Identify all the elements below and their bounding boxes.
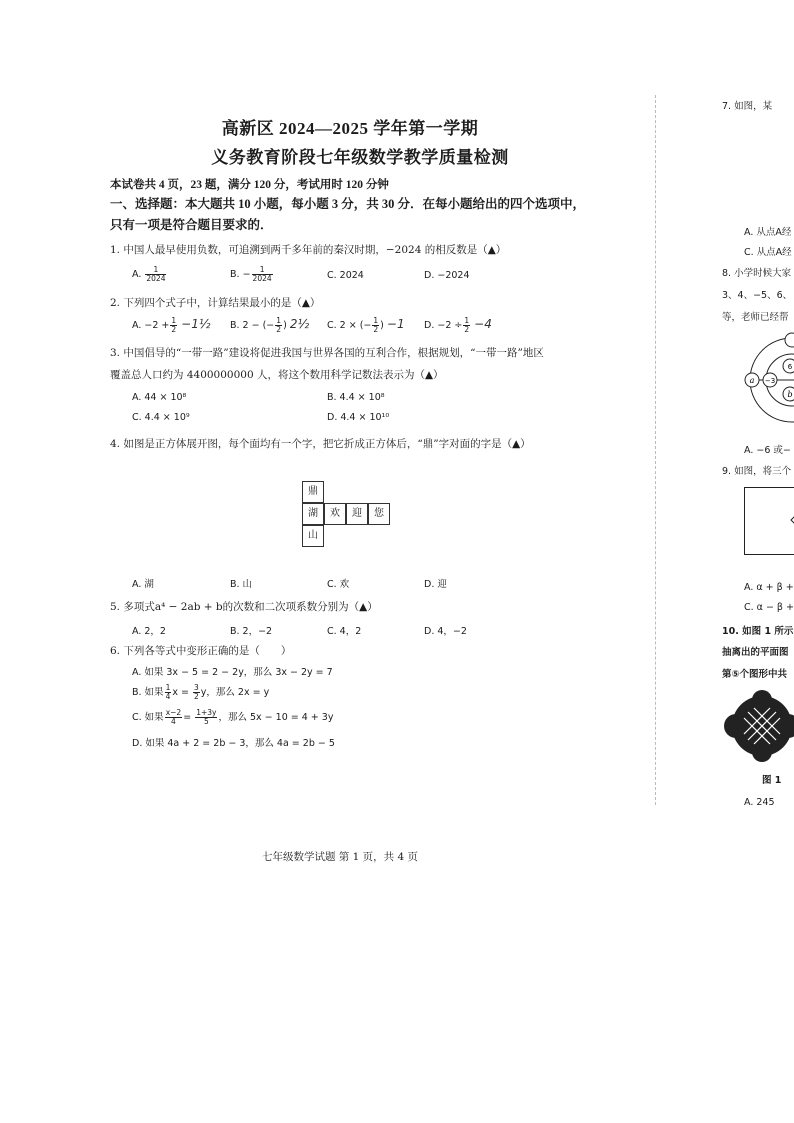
q6-option-d: D. 如果 4a + 2 = 2b − 3，那么 4a = 2b − 5: [132, 738, 335, 749]
q7-option-a-fragment: A. 从点A经: [744, 227, 792, 238]
node-label: b: [787, 390, 793, 399]
q2-option-d: D. −2 ÷ $\frac{1}{2}$ −4: [424, 316, 492, 334]
net-cell: 湖: [302, 503, 324, 525]
handwritten-note: −1½: [181, 317, 211, 331]
node-label: −3: [764, 377, 776, 385]
q3-stem-line2: 覆盖总人口约为 4400000000 人，将这个数用科学记数法表示为（▲）: [110, 369, 444, 381]
page-footer: 七年级数学试题 第 1 页，共 4 页: [261, 851, 419, 863]
q3-stem: 3. 中国倡导的“一带一路”建设将促进我国与世界各国的互利合作，根据规划，“一带一路”地区: [110, 347, 544, 359]
q5-option-c: C. 4，2: [327, 626, 362, 637]
q5-option-a: A. 2，2: [132, 626, 166, 637]
chinese-knot-figure: [722, 688, 794, 766]
q1-option-a: A. $\frac{1}{2024}$: [132, 265, 166, 283]
exam-subtitle: 义务教育阶段七年级数学教学质量检测: [211, 148, 509, 167]
net-cell: 欢: [324, 503, 346, 525]
handwritten-note: −4: [474, 317, 492, 331]
q5-option-b: B. 2，−2: [230, 626, 273, 637]
q8-line3-fragment: 等，老师已经帮: [722, 312, 789, 323]
q4-option-d: D. 迎: [424, 579, 447, 590]
q2-option-b: B. 2 − (− $\frac{1}{2}$ ) 2½: [230, 316, 310, 334]
q7-stem-fragment: 7. 如图，某: [722, 101, 773, 112]
q3-option-b: B. 4.4 × 10⁸: [327, 392, 385, 403]
q3-option-a: A. 44 × 10⁸: [132, 392, 187, 403]
handwritten-note: 2½: [289, 317, 310, 331]
q8-line2-fragment: 3、4、−5、6、: [722, 290, 793, 301]
q9-option-a-fragment: A. α + β +: [744, 582, 794, 593]
q3-option-c: C. 4.4 × 10⁹: [132, 412, 190, 423]
exam-title: 高新区 2024—2025 学年第一学期: [221, 119, 479, 138]
q1-option-d: D. −2024: [424, 270, 470, 281]
net-cell: 迎: [346, 503, 368, 525]
q6-option-a: A. 如果 3x − 5 = 2 − 2y，那么 3x − 2y = 7: [132, 667, 333, 678]
node-label: a: [749, 376, 755, 385]
page-divider: [655, 95, 656, 805]
q2-stem: 2. 下列四个式子中，计算结果最小的是（▲）: [110, 297, 321, 309]
q10-option-fragment: A. 245: [744, 797, 775, 808]
q4-stem: 4. 如图是正方体展开图，每个面均有一个字，把它折成正方体后，“鼎”字对面的字是（▲）: [110, 438, 531, 450]
q9-stem-fragment: 9. 如图，将三个: [722, 466, 792, 477]
figure-caption: 图 1: [762, 775, 782, 786]
q1-option-b: B. − $\frac{1}{2024}$: [230, 265, 272, 283]
q3-option-d: D. 4.4 × 10¹⁰: [327, 412, 390, 423]
q6-stem: 6. 下列各等式中变形正确的是（ ）: [110, 645, 292, 657]
q6-option-c: C. 如果 $\frac{x-2}{4}$ = $\frac{1+3y}{5}$ ，那么 5x − 10 = 4 + 3y: [132, 708, 334, 726]
node-label: 6: [787, 363, 793, 371]
section-heading-line2: 只有一项是符合题目要求的．: [110, 218, 273, 232]
q8-stem-fragment: 8. 小学时候大家: [722, 268, 792, 279]
q8-option-fragment: A. −6 或−: [744, 445, 791, 456]
q9-option-c-fragment: C. α − β +: [744, 602, 794, 613]
net-cell: 山: [302, 525, 324, 547]
q8-circle-figure: [740, 330, 794, 430]
q5-stem: 5. 多项式a⁴ − 2ab + b的次数和二次项系数分别为（▲）: [110, 601, 378, 613]
handwritten-note: −1: [386, 317, 405, 331]
q4-option-c: C. 欢: [327, 579, 350, 590]
net-cell: 鼎: [302, 481, 324, 503]
q10-line2-fragment: 抽离出的平面图: [722, 647, 789, 658]
exam-info: 本试卷共 4 页，23 题，满分 120 分，考试用时 120 分钟: [110, 179, 389, 191]
q4-option-a: A. 湖: [132, 579, 154, 590]
section-heading-line1: 一、选择题：本大题共 10 小题，每小题 3 分，共 30 分．在每小题给出的四个选项中，: [110, 197, 586, 211]
q10-stem-fragment: 10. 如图 1 所示: [722, 626, 794, 637]
q10-line3-fragment: 第⑤个图形中共: [722, 669, 788, 680]
q2-option-a: A. −2 + $\frac{1}{2}$ −1½: [132, 316, 211, 334]
q1-option-c: C. 2024: [327, 270, 364, 281]
q9-rectangle-figure: [744, 487, 794, 555]
q7-option-c-fragment: C. 从点A经: [744, 247, 792, 258]
q2-option-c: C. 2 × (− $\frac{1}{2}$ ) −1: [327, 316, 405, 334]
q6-option-b: B. 如果 $\frac{1}{4}$ x = $\frac{3}{2}$ y，那么 2x = y: [132, 683, 270, 701]
q4-option-b: B. 山: [230, 579, 253, 590]
net-cell: 您: [368, 503, 390, 525]
q1-stem: 1. 中国人最早使用负数，可追溯到两千多年前的秦汉时期，−2024 的相反数是（▲）: [110, 244, 507, 256]
q5-option-d: D. 4，−2: [424, 626, 467, 637]
